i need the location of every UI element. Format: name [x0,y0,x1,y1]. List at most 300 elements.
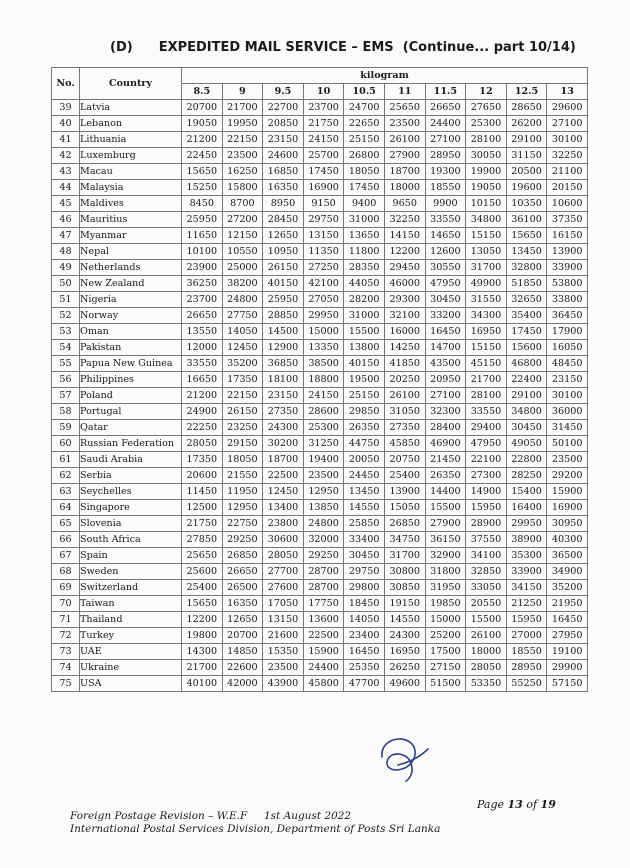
row-number: 51 [52,292,80,308]
row-number: 41 [52,132,80,148]
rate-cell: 23900 [182,260,223,276]
rate-cell: 27850 [182,532,223,548]
rate-cell: 47700 [344,676,385,692]
rate-cell: 16050 [547,340,588,356]
rate-cell: 25850 [344,516,385,532]
rate-cell: 12950 [222,500,263,516]
rate-cell: 20850 [263,116,304,132]
rate-cell: 36450 [547,308,588,324]
table-row [52,660,588,676]
rate-cell: 14400 [425,484,466,500]
rate-cell: 24800 [222,292,263,308]
rate-cell: 23400 [344,628,385,644]
rate-cell: 30950 [547,516,588,532]
rate-cell: 29100 [506,132,547,148]
rate-cell: 21750 [182,516,223,532]
weight-header: 10.5 [344,84,385,100]
rate-cell: 10100 [182,244,223,260]
rate-cell: 23500 [547,452,588,468]
rate-cell: 14700 [425,340,466,356]
rate-cell: 22100 [466,452,507,468]
row-number: 65 [52,516,80,532]
row-number: 47 [52,228,80,244]
table-row [52,564,588,580]
rate-cell: 30800 [384,564,425,580]
rate-cell: 19150 [384,596,425,612]
country-name: Mauritius [80,212,182,228]
rate-cell: 11650 [182,228,223,244]
rate-cell: 22600 [222,660,263,676]
rate-cell: 27250 [303,260,344,276]
rate-cell: 15150 [466,228,507,244]
rate-cell: 29750 [344,564,385,580]
rate-cell: 30600 [263,532,304,548]
rate-cell: 28650 [506,100,547,116]
rate-cell: 27650 [466,100,507,116]
table-row [52,628,588,644]
rate-cell: 17450 [506,324,547,340]
rate-cell: 10350 [506,196,547,212]
rate-cell: 17350 [182,452,223,468]
rate-cell: 15900 [547,484,588,500]
rate-cell: 28900 [466,516,507,532]
rate-cell: 22150 [222,388,263,404]
rate-cell: 34150 [506,580,547,596]
country-name: Sweden [80,564,182,580]
table-row [52,196,588,212]
rate-cell: 46900 [425,436,466,452]
rate-cell: 17450 [344,180,385,196]
country-name: Taiwan [80,596,182,612]
rate-cell: 33050 [466,580,507,596]
rate-cell: 12000 [182,340,223,356]
rate-cell: 48450 [547,356,588,372]
rate-cell: 19300 [425,164,466,180]
rate-cell: 31550 [466,292,507,308]
row-number: 72 [52,628,80,644]
rate-cell: 32800 [506,260,547,276]
rate-cell: 30450 [425,292,466,308]
page-heading [80,40,576,55]
row-number: 56 [52,372,80,388]
country-name: Nigeria [80,292,182,308]
rate-cell: 13150 [303,228,344,244]
rate-cell: 16400 [506,500,547,516]
rate-cell: 15650 [182,596,223,612]
rate-cell: 29850 [344,404,385,420]
row-number: 52 [52,308,80,324]
country-name: Slovenia [80,516,182,532]
rate-cell: 37550 [466,532,507,548]
row-number: 50 [52,276,80,292]
rate-cell: 28400 [425,420,466,436]
rate-cell: 23150 [263,388,304,404]
rate-cell: 30450 [506,420,547,436]
rate-cell: 13150 [263,612,304,628]
rate-cell: 12200 [384,244,425,260]
table-row [52,548,588,564]
rate-cell: 28100 [466,388,507,404]
rate-cell: 22450 [182,148,223,164]
country-name: South Africa [80,532,182,548]
table-row [52,484,588,500]
rate-cell: 16450 [547,612,588,628]
rate-cell: 13450 [506,244,547,260]
table-row [52,644,588,660]
table-row [52,180,588,196]
unit-header: kilogram [182,68,588,84]
country-name: Pakistan [80,340,182,356]
rate-cell: 30100 [547,388,588,404]
rate-cell: 31250 [303,436,344,452]
rate-cell: 8450 [182,196,223,212]
country-name: Myanmar [80,228,182,244]
rate-cell: 20150 [547,180,588,196]
rate-cell: 17500 [425,644,466,660]
rate-cell: 28250 [506,468,547,484]
rate-cell: 25950 [182,212,223,228]
rate-cell: 21600 [263,628,304,644]
rate-cell: 27100 [425,388,466,404]
footer-line-1: Foreign Postage Revision – W.E.F 1st August 2022 [70,810,352,822]
rate-cell: 15800 [222,180,263,196]
rate-cell: 11800 [344,244,385,260]
row-number: 40 [52,116,80,132]
rate-cell: 13900 [547,244,588,260]
rate-cell: 28600 [303,404,344,420]
table-row [52,516,588,532]
rate-cell: 27950 [547,628,588,644]
rate-cell: 10150 [466,196,507,212]
section-label: (D) [110,40,133,55]
rate-cell: 14850 [222,644,263,660]
rate-cell: 49600 [384,676,425,692]
rate-cell: 22500 [303,628,344,644]
rate-cell: 12500 [182,500,223,516]
rate-cell: 32250 [547,148,588,164]
row-number: 73 [52,644,80,660]
country-name: UAE [80,644,182,660]
footer-line-2: International Postal Services Division, Department of Posts Sri Lanka [70,823,441,835]
rate-cell: 28050 [182,436,223,452]
rate-cell: 11950 [222,484,263,500]
rate-cell: 13400 [263,500,304,516]
rate-cell: 22400 [506,372,547,388]
rate-cell: 20700 [182,100,223,116]
rate-cell: 12650 [263,228,304,244]
rate-cell: 23500 [222,148,263,164]
rate-cell: 23250 [222,420,263,436]
rate-cell: 14050 [222,324,263,340]
table-row [52,340,588,356]
rate-cell: 15500 [466,612,507,628]
rate-cell: 20250 [384,372,425,388]
row-number: 67 [52,548,80,564]
rate-cell: 10550 [222,244,263,260]
rate-cell: 22800 [506,452,547,468]
rate-cell: 16000 [384,324,425,340]
row-number: 45 [52,196,80,212]
rate-cell: 25950 [263,292,304,308]
rate-cell: 31450 [547,420,588,436]
rate-cell: 29450 [384,260,425,276]
rate-cell: 49900 [466,276,507,292]
rate-cell: 21200 [182,132,223,148]
rate-cell: 34100 [466,548,507,564]
rate-cell: 36500 [547,548,588,564]
rate-cell: 33550 [182,356,223,372]
row-number: 43 [52,164,80,180]
rate-cell: 26100 [384,388,425,404]
rate-cell: 22250 [182,420,223,436]
rate-cell: 28950 [506,660,547,676]
rate-cell: 24400 [425,116,466,132]
table-row [52,404,588,420]
country-name: Russian Federation [80,436,182,452]
rate-cell: 15250 [182,180,223,196]
rate-cell: 11450 [182,484,223,500]
rate-cell: 40100 [182,676,223,692]
rate-cell: 51850 [506,276,547,292]
rate-cell: 29300 [384,292,425,308]
rate-cell: 36150 [425,532,466,548]
rate-cell: 18700 [384,164,425,180]
rate-cell: 27100 [425,132,466,148]
rate-cell: 27150 [425,660,466,676]
rate-cell: 30550 [425,260,466,276]
rate-cell: 21700 [182,660,223,676]
rate-cell: 22150 [222,132,263,148]
row-number: 68 [52,564,80,580]
rate-cell: 16900 [547,500,588,516]
rate-cell: 15500 [344,324,385,340]
rate-cell: 42100 [303,276,344,292]
rate-cell: 29250 [303,548,344,564]
rate-cell: 21100 [547,164,588,180]
rate-cell: 31800 [425,564,466,580]
row-number: 75 [52,676,80,692]
rate-cell: 29100 [506,388,547,404]
rate-cell: 23150 [263,132,304,148]
rate-cell: 23150 [547,372,588,388]
rate-cell: 12450 [263,484,304,500]
rate-cell: 29900 [547,660,588,676]
rate-cell: 33550 [425,212,466,228]
table-row [52,260,588,276]
country-name: Malaysia [80,180,182,196]
rate-cell: 31700 [466,260,507,276]
rate-cell: 27200 [222,212,263,228]
rate-cell: 45850 [384,436,425,452]
rate-cell: 19050 [182,116,223,132]
rate-cell: 35200 [222,356,263,372]
rate-cell: 25200 [425,628,466,644]
rate-cell: 24400 [303,660,344,676]
rate-cell: 14500 [263,324,304,340]
table-row [52,164,588,180]
rate-cell: 35300 [506,548,547,564]
rate-cell: 25150 [344,132,385,148]
rate-cell: 15950 [466,500,507,516]
rate-cell: 22700 [263,100,304,116]
country-name: Singapore [80,500,182,516]
table-row [52,116,588,132]
rate-cell: 30850 [384,580,425,596]
rate-cell: 15650 [182,164,223,180]
rate-cell: 18550 [425,180,466,196]
rate-cell: 26500 [222,580,263,596]
rate-cell: 29750 [303,212,344,228]
row-number: 74 [52,660,80,676]
rate-cell: 43500 [425,356,466,372]
rate-cell: 14900 [466,484,507,500]
rate-cell: 9150 [303,196,344,212]
country-name: Switzerland [80,580,182,596]
country-name: USA [80,676,182,692]
row-number: 54 [52,340,80,356]
rate-cell: 29400 [466,420,507,436]
rate-cell: 14650 [425,228,466,244]
rate-cell: 13600 [303,612,344,628]
rate-cell: 16850 [263,164,304,180]
weight-header: 9.5 [263,84,304,100]
rate-cell: 14050 [344,612,385,628]
rate-cell: 31700 [384,548,425,564]
table-row [52,596,588,612]
rate-cell: 34300 [466,308,507,324]
rate-cell: 25300 [466,116,507,132]
rate-cell: 29200 [547,468,588,484]
rate-cell: 34800 [466,212,507,228]
rate-cell: 19100 [547,644,588,660]
rate-cell: 12150 [222,228,263,244]
rate-cell: 33900 [547,260,588,276]
rate-cell: 19950 [222,116,263,132]
rate-cell: 34750 [384,532,425,548]
rate-cell: 19900 [466,164,507,180]
rate-cell: 19600 [506,180,547,196]
rate-cell: 32250 [384,212,425,228]
rate-cell: 36100 [506,212,547,228]
heading-title: EXPEDITED MAIL SERVICE – EMS [158,40,394,55]
country-name: Spain [80,548,182,564]
rate-cell: 34800 [506,404,547,420]
rate-cell: 33900 [506,564,547,580]
rate-cell: 40150 [344,356,385,372]
table-row [52,228,588,244]
rate-cell: 37350 [547,212,588,228]
country-name: Serbia [80,468,182,484]
rate-cell: 30200 [263,436,304,452]
rate-cell: 16150 [547,228,588,244]
rate-cell: 28700 [303,580,344,596]
rate-cell: 25650 [384,100,425,116]
rate-cell: 24900 [182,404,223,420]
table-row [52,612,588,628]
rate-cell: 26100 [466,628,507,644]
rate-cell: 14550 [344,500,385,516]
rate-cell: 15650 [506,228,547,244]
rate-cell: 24300 [263,420,304,436]
rate-cell: 18050 [222,452,263,468]
rate-cell: 15350 [263,644,304,660]
row-number: 42 [52,148,80,164]
country-name: New Zealand [80,276,182,292]
rate-cell: 13900 [384,484,425,500]
rate-cell: 35400 [506,308,547,324]
rate-cell: 12200 [182,612,223,628]
rate-cell: 21950 [547,596,588,612]
rate-cell: 21450 [425,452,466,468]
rate-cell: 26250 [384,660,425,676]
rate-cell: 42000 [222,676,263,692]
rate-cell: 21250 [506,596,547,612]
rate-cell: 10600 [547,196,588,212]
rate-cell: 15600 [506,340,547,356]
rate-cell: 29250 [222,532,263,548]
table-row [52,500,588,516]
rate-cell: 27300 [466,468,507,484]
rate-cell: 26650 [425,100,466,116]
country-name: Turkey [80,628,182,644]
rate-cell: 18550 [506,644,547,660]
country-name: Norway [80,308,182,324]
rate-cell: 13350 [303,340,344,356]
rate-cell: 25400 [384,468,425,484]
rate-cell: 47950 [466,436,507,452]
rate-cell: 25350 [344,660,385,676]
rate-cell: 57150 [547,676,588,692]
rate-cell: 25300 [303,420,344,436]
row-number: 48 [52,244,80,260]
rate-cell: 45800 [303,676,344,692]
rate-cell: 25000 [222,260,263,276]
rate-cell: 28200 [344,292,385,308]
rate-cell: 31150 [506,148,547,164]
rate-cell: 25600 [182,564,223,580]
rate-cell: 28050 [466,660,507,676]
rate-cell: 24300 [384,628,425,644]
rate-cell: 15950 [506,612,547,628]
rate-cell: 32000 [303,532,344,548]
rate-cell: 44750 [344,436,385,452]
weight-header: 9 [222,84,263,100]
rate-cell: 16450 [425,324,466,340]
rate-cell: 46000 [384,276,425,292]
rate-cell: 25150 [344,388,385,404]
rate-cell: 26100 [384,132,425,148]
rate-cell: 24600 [263,148,304,164]
rate-cell: 26200 [506,116,547,132]
rate-cell: 36000 [547,404,588,420]
weight-header: 12.5 [506,84,547,100]
rate-cell: 38500 [303,356,344,372]
row-number: 59 [52,420,80,436]
row-number: 55 [52,356,80,372]
rate-cell: 18000 [466,644,507,660]
rate-cell: 24150 [303,132,344,148]
rate-table-body [52,100,588,692]
rate-cell: 49050 [506,436,547,452]
current-page: 13 [507,798,523,811]
rate-cell: 27350 [384,420,425,436]
rate-cell: 20750 [384,452,425,468]
rate-cell: 27600 [263,580,304,596]
rate-cell: 33800 [547,292,588,308]
table-row [52,676,588,692]
country-name: Macau [80,164,182,180]
rate-cell: 32900 [425,548,466,564]
